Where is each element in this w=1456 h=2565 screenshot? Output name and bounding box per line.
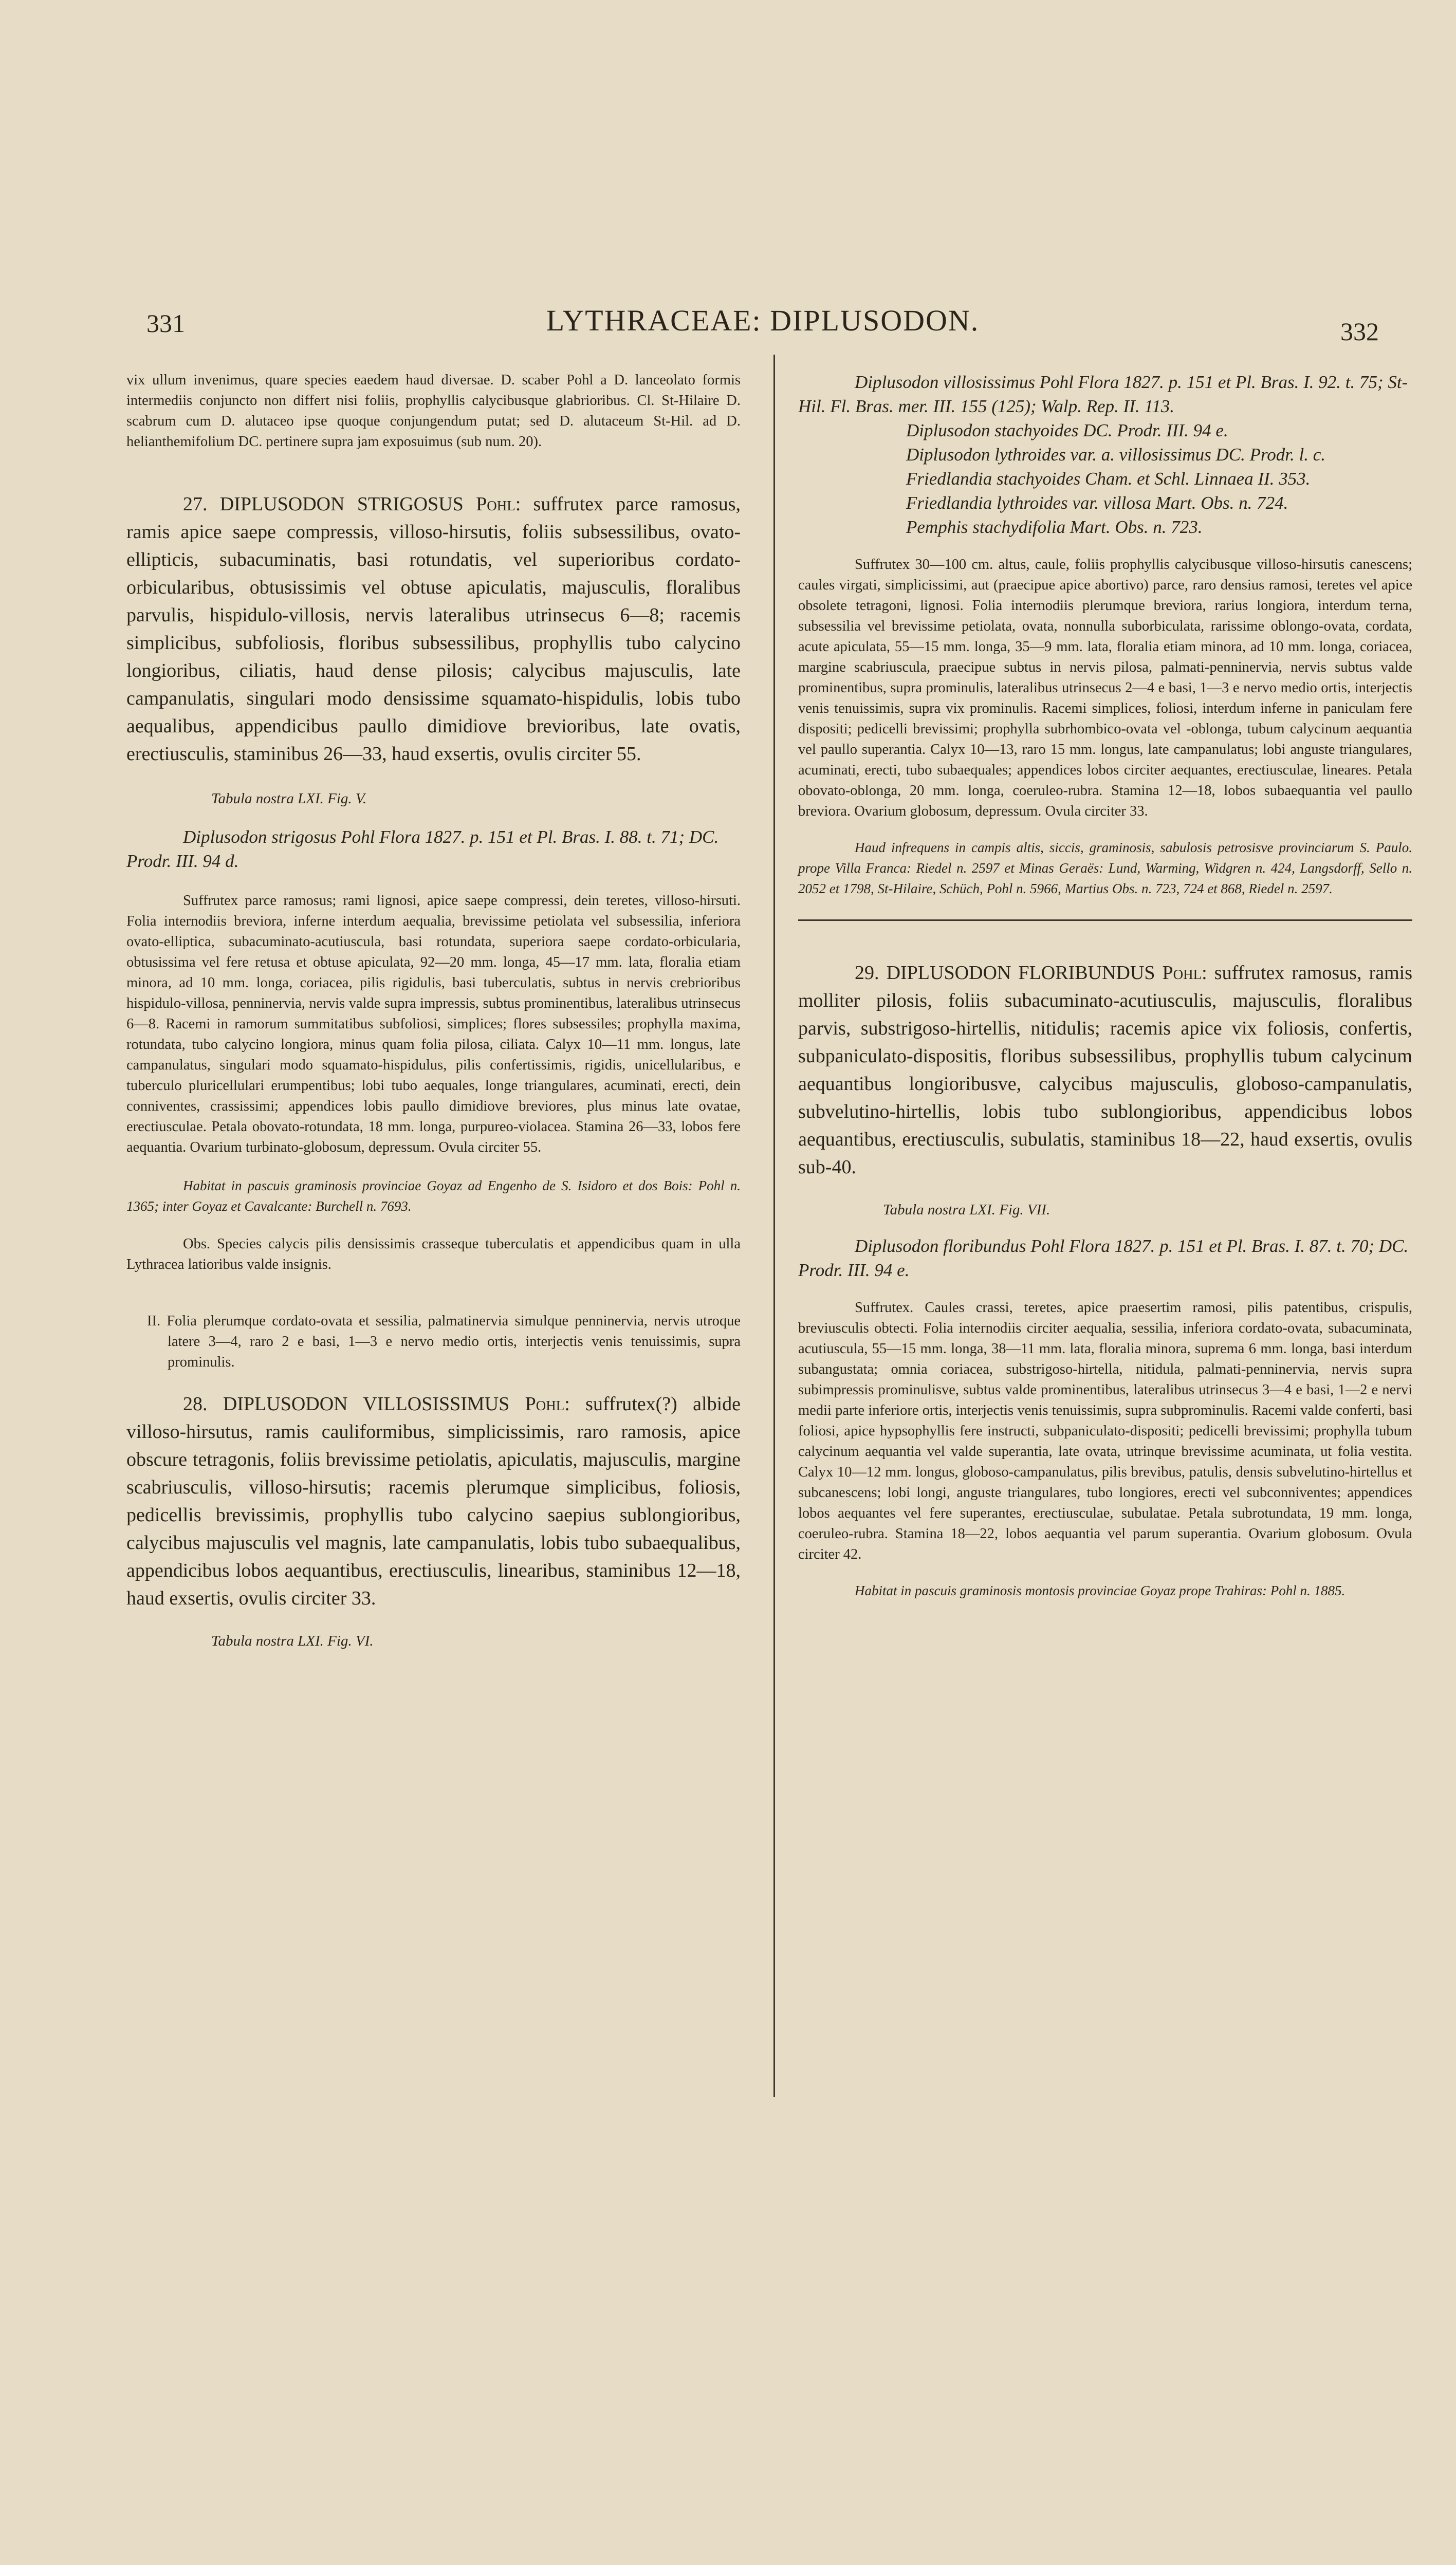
synonym-line: Diplusodon stachyoides DC. Prodr. III. 94 e. [906,420,1228,440]
species-28-diagnosis: suffrutex(?) albide villoso-hirsutus, ramis cauliformibus, simplicissimis, raro ramosis, apice obscure tetragonis, foliis brevissime petiolatis, apiculatis, majusculis, margine scabriusculis, villoso-hirsutis; racemis plerumque simplicibus, foliosis, pedicellis brevissimis, prophyllis tubo calycino saepius sublongioribus, calycibus majusculis vel magnis, late campanulatis, lobis tubo subaequalibus, appendicibus lobos aequantibus, erectiusculis, linearibus, staminibus 12—18, haud exsertis, ovulis circiter 33. [126,1393,741,1609]
species-27-synonym: Diplusodon strigosus Pohl Flora 1827. p. 151 et Pl. Bras. I. 88. t. 71; DC. Prodr. III. 94 d. [126,827,719,871]
species-29-habitat: Habitat in pascuis graminosis montosis provinciae Goyaz prope Trahiras: Pohl n. 1885. [855,1583,1346,1598]
running-header [146,303,1379,349]
column-divider [773,355,775,2097]
species-28-description: Suffrutex 30—100 cm. altus, caule, foliis prophyllis calycibusque villoso-hirsutis canescens; caules virgati, simplicissimi, aut (praecipue apice abortivo) parce, raro densius ramosi, teretes vel apice obsolete tetragoni, lignosi. Folia internodiis plerumque breviora, rarius longiora, interdum terna, subsessilia vel brevissime petiolata, ovata, nonnulla suborbiculata, rarissime oblongo-ovata, cordata, acute apiculata, 55—15 mm. longa, 35—9 mm. lata, floralia etiam minora, ad 10 mm. longa, coriacea, margine scabriuscula, praecipue subtus in nervis pilosa, palmati-penninervia, nervis subtus valde prominentibus, supra prominulis, lateralibus utrinsecus 2—4 e basi, 1—3 e nervo medio ortis, interjectis venis tenuissimis, supra vix prominulis. Racemi simplices, foliosi, interdum inferne in paniculam fere dispositi; pedicelli brevissimi; prophylla subrhombico-ovata vel -oblonga, tubum calycinum aequantia vel paullo superantia. Calyx 10—13, raro 15 mm. longus, late campanulatus; lobi anguste triangulares, acuminati, erecti, tubo subaequales; appendices lobos circiter aequantes, erectiusculae, lineares. Petala obovato-oblonga, 20 mm. longa, coeruleo-rubra. Stamina 12—18, lobos subaequantia vel paullo breviora. Ovarium globosum, depressum. Ovula circiter 33. [798,557,1412,819]
species-28-plate-ref: Tabula nostra LXI. Fig. VI. [211,1633,374,1649]
species-28-synonymy [798,370,1412,539]
species-28-habitat: Haud infrequens in campis altis, siccis, graminosis, sabulosis petrosisve provinciarum S. Paulo. prope Villa Franca: Riedel n. 2597 et Minas Geraës: Lund, Warming, Widgren n. 424, Langsdorff, Sello n. 2052 et 1798, St-Hilaire, Schüch, Pohl n. 5966, Martius Obs. n. 723, 724 et 868, Riedel n. 2597. [798,840,1412,896]
section-ii-key: II. Folia plerumque cordato-ovata et sessilia, palmatinervia simulque penninervia, nervis utroque latere 3—4, raro 2 e basi, 1—3 e nervo medio ortis, interjectis venis tenuissimis, supra prominulis. [147,1313,741,1370]
species-27-entry [126,490,741,768]
species-29-description: Suffrutex. Caules crassi, teretes, apice praesertim ramosi, pilis patentibus, crispulis, breviusculis obtecti. Folia internodiis circiter aequalia, sessilia, inferiora cordato-ovata, subacuminata, acutiuscula, 55—15 mm. longa, 38—11 mm. lata, floralia minora, suprema 6 mm. longa, basi interdum subangustata; omnia coriacea, substrigoso-hirtella, nitidula, palmati-penninervia, nervis supra subimpressis prominulisve, subtus valde prominentibus, lateralibus utrinsecus 3—4 e basi, 1—2 e nervi medii parte inferiore ortis, interjectis venis tenuissimis, supra subprominulis. Racemi valde conferti, basi foliosi, apice hypsophyllis fere instructi, subpaniculato-dispositi; pedicelli brevissimi; prophylla tubum calycinum aequantia vel valde superantia, late ovata, utrinque brevissime acuminata, ut folia vestita. Calyx 10—12 mm. longus, globoso-campanulatus, pilis brevibus, patulis, densis subvelutino-hirtellus et subcanescens; lobi longi, anguste triangulares, tubo longiores, erecti vel subconniventes; appendices lobos aequantes vel fere superantes, erectiusculae, subulatae. Petala subrotundata, 19 mm. longa, coeruleo-rubra. Stamina 18—22, lobos aequantia vel parum superantia. Ovarium globosum. Ovula circiter 42. [798,1300,1412,1562]
species-27-description: Suffrutex parce ramosus; rami lignosi, apice saepe compressi, dein teretes, villoso-hirsuti. Folia internodiis breviora, inferne interdum aequalia, brevissime petiolata vel subsessilia, inferiora ovato-elliptica, subacuminato-acutiuscula, basi rotundata, superiora saepe cordato-orbicularia, obtusissima vel fere retusa et obtuse apiculata, 92—20 mm. longa, 45—17 mm. lata, floralia etiam minora, ad 10 mm. longa, coriacea, pilis rigidulis, basi tuberculatis, subtus in nervis crebrioribus hispidulo-villosa, penninervia, nervis valde supra impressis, subtus prominentibus, lateralibus utrinsecus 6—8. Racemi in ramorum summitatibus subfoliosi, simplices; flores subsessiles; prophylla maxima, rotundata, tubo calycino longiora, minus quam folia pilosa, ciliata. Calyx 10—11 mm. longus, late campanulatus, singulari modo squamato-hispidulus, pilis confertissimis, rigidis, unicellularibus, e tuberculo pluricellulari erumpentibus; lobi tubo aequales, longe triangulares, acuminati, erecti, dein conniventes, crassissimi; appendices lobis paullo dimidiove breviores, plus minus late ovatae, erectiusculae. Petala obovato-rotundata, 18 mm. longa, purpureo-violacea. Stamina 26—33, lobos fere aequantia. Ovarium turbinato-globosum, depressum. Ovula circiter 55. [126,893,741,1155]
running-title: LYTHRACEAE: DIPLUSODON. [546,304,980,337]
species-29-synonym: Diplusodon floribundus Pohl Flora 1827. p. 151 et Pl. Bras. I. 87. t. 70; DC. Prodr. III. 94 e. [798,1236,1409,1280]
species-27-heading: 27. DIPLUSODON STRIGOSUS Pohl: [183,493,521,515]
species-27-observation: Obs. Species calycis pilis densissimis crasseque tuberculatis et appendicibus quam in ulla Lythracea latioribus valde insignis. [126,1236,741,1272]
synonym-line: Friedlandia stachyoides Cham. et Schl. Linnaea II. 353. [906,469,1311,489]
species-29-diagnosis: suffrutex ramosus, ramis molliter pilosis, foliis subacuminato-acutiusculis, majusculis, floralibus parvis, substrigoso-hirtellis, nitidulis; racemis apice vix foliosis, confertis, subpaniculato-dispositis, floribus subsessilibus, prophyllis tubum calycinum aequantibus longioribusve, calycibus majusculis, globoso-campanulatis, subvelutino-hirtellis, lobis tubo sublongioribus, appendicibus lobos aequantibus, erectiusculis, subulatis, staminibus 18—22, haud exsertis, ovulis sub-40. [798,962,1412,1178]
synonym-line: Pemphis stachydifolia Mart. Obs. n. 723. [906,517,1203,537]
species-27-plate-ref: Tabula nostra LXI. Fig. V. [211,790,367,807]
synonym-line: Friedlandia lythroides var. villosa Mart. Obs. n. 724. [906,493,1288,513]
species-28-entry [126,1390,741,1612]
species-27-diagnosis: suffrutex parce ramosus, ramis apice saepe compressis, villoso-hirsutis, foliis subsessilibus, ovato-ellipticis, subacuminatis, basi rotundatis, vel superioribus cordato-orbicularibus, obtusissimis vel obtuse apiculatis, majusculis, floralibus parvulis, hispidulo-villosis, nervis lateralibus utrinsecus 6—8; racemis simplicibus, subfoliosis, floribus subsessilibus, prophyllis tubo calycino longioribus, ciliatis, haud dense pilosis; calycibus majusculis, late campanulatis, singulari modo densissime squamato-hispidulis, lobis tubo aequalibus, appendicibus paullo dimidiove brevioribus, late ovatis, erectiusculis, staminibus 26—33, haud exsertis, ovulis circiter 55. [126,493,741,765]
intro-paragraph: vix ullum invenimus, quare species eaedem haud diversae. D. scaber Pohl a D. lanceolato formis intermediis conjuncto non differt nisi foliis, prophyllis calycibusque glabrioribus. Cl. St-Hilaire D. scabrum cum D. alutaceo ipse quoque conjungendum putat; sed D. alutaceum St-Hil. ad D. helianthemifolium DC. pertinere supra jam exposuimus (sub num. 20). [126,372,741,450]
right-column [798,370,1412,1601]
section-rule [798,919,1412,921]
species-29-heading: 29. DIPLUSODON FLORIBUNDUS Pohl: [855,962,1207,984]
species-29-entry [798,959,1412,1181]
left-column [126,370,741,1650]
species-27-habitat: Habitat in pascuis graminosis provinciae Goyaz ad Engenho de S. Isidoro et dos Bois: Pohl n. 1365; inter Goyaz et Cavalcante: Burchell n. 7693. [126,1178,741,1214]
synonym-line: Diplusodon villosissimus Pohl Flora 1827. p. 151 et Pl. Bras. I. 92. t. 75; St-Hil. Fl. Bras. mer. III. 155 (125); Walp. Rep. II. 113. [798,372,1408,416]
species-28-heading: 28. DIPLUSODON VILLOSISSIMUS Pohl: [183,1393,570,1415]
page-number-right: 332 [1340,317,1379,346]
species-29-plate-ref: Tabula nostra LXI. Fig. VII. [883,1202,1050,1218]
synonym-line: Diplusodon lythroides var. a. villosissimus DC. Prodr. l. c. [906,445,1326,465]
page-number-left: 331 [146,309,185,338]
